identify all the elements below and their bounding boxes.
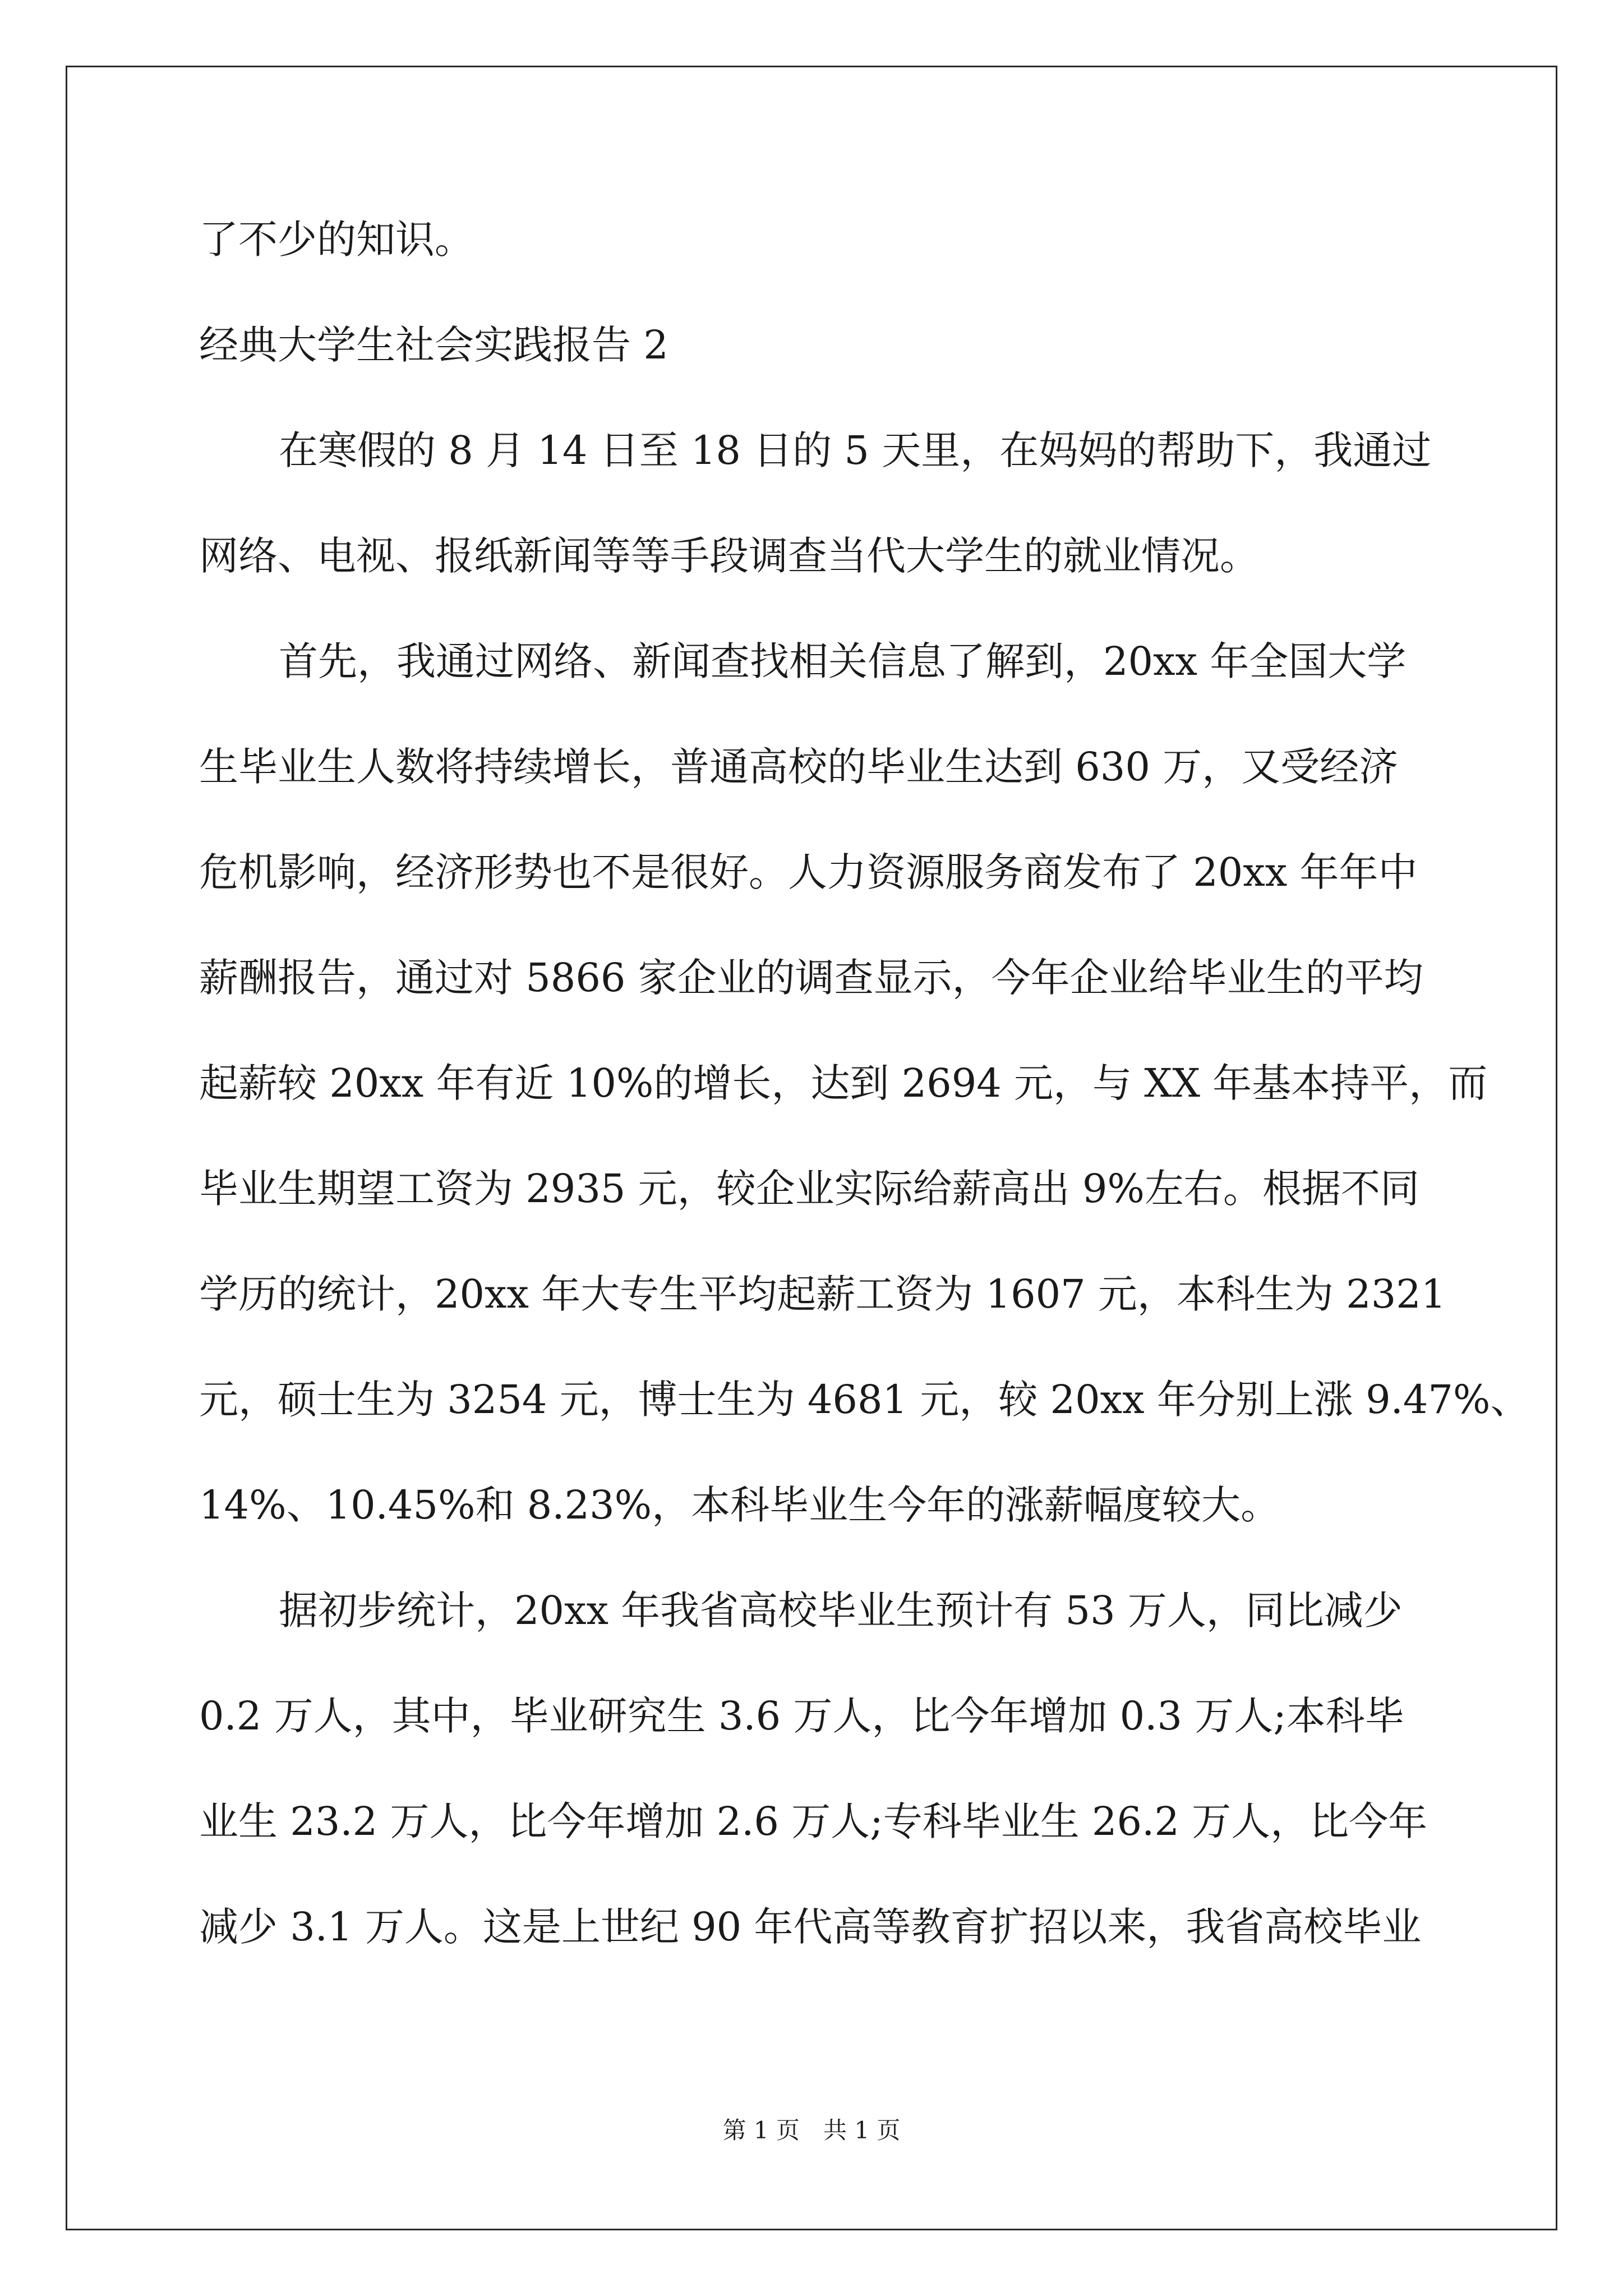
text-line: 业生 23.2 万人，比今年增加 2.6 万人;专科毕业生 26.2 万人，比今年	[199, 1798, 1428, 1844]
text-line: 元，硕士生为 3254 元，博士生为 4681 元，较 20xx 年分别上涨 9.47%、	[199, 1377, 1530, 1423]
text-line: 0.2 万人，其中，毕业研究生 3.6 万人，比今年增加 0.3 万人;本科毕	[199, 1693, 1404, 1739]
text-line: 减少 3.1 万人。这是上世纪 90 年代高等教育扩招以来，我省高校毕业	[199, 1904, 1422, 1950]
section-heading: 经典大学生社会实践报告 2	[199, 322, 668, 368]
text-line: 首先，我通过网络、新闻查找相关信息了解到，20xx 年全国大学	[279, 638, 1407, 684]
text-line: 薪酬报告，通过对 5866 家企业的调查显示，今年企业给毕业生的平均	[199, 955, 1423, 1001]
text-line: 起薪较 20xx 年有近 10%的增长，达到 2694 元，与 XX 年基本持平，而	[199, 1060, 1488, 1106]
text-line: 学历的统计，20xx 年大专生平均起薪工资为 1607 元，本科生为 2321	[199, 1271, 1446, 1317]
text-line: 在寒假的 8 月 14 日至 18 日的 5 天里，在妈妈的帮助下，我通过	[279, 427, 1432, 473]
text-line: 网络、电视、报纸新闻等等手段调查当代大学生的就业情况。	[199, 533, 1259, 579]
page-footer: 第 1 页 共 1 页	[722, 2116, 901, 2144]
text-line: 毕业生期望工资为 2935 元，较企业实际给薪高出 9%左右。根据不同	[199, 1166, 1419, 1212]
text-line: 生毕业生人数将持续增长，普通高校的毕业生达到 630 万，又受经济	[199, 744, 1399, 790]
text-line: 14%、10.45%和 8.23%，本科毕业生今年的涨薪幅度较大。	[199, 1482, 1280, 1528]
text-line: 了不少的知识。	[199, 217, 474, 263]
text-line: 危机影响，经济形势也不是很好。人力资源服务商发布了 20xx 年年中	[199, 849, 1418, 895]
text-line: 据初步统计，20xx 年我省高校毕业生预计有 53 万人，同比减少	[279, 1588, 1403, 1634]
document-body	[199, 209, 1530, 2001]
